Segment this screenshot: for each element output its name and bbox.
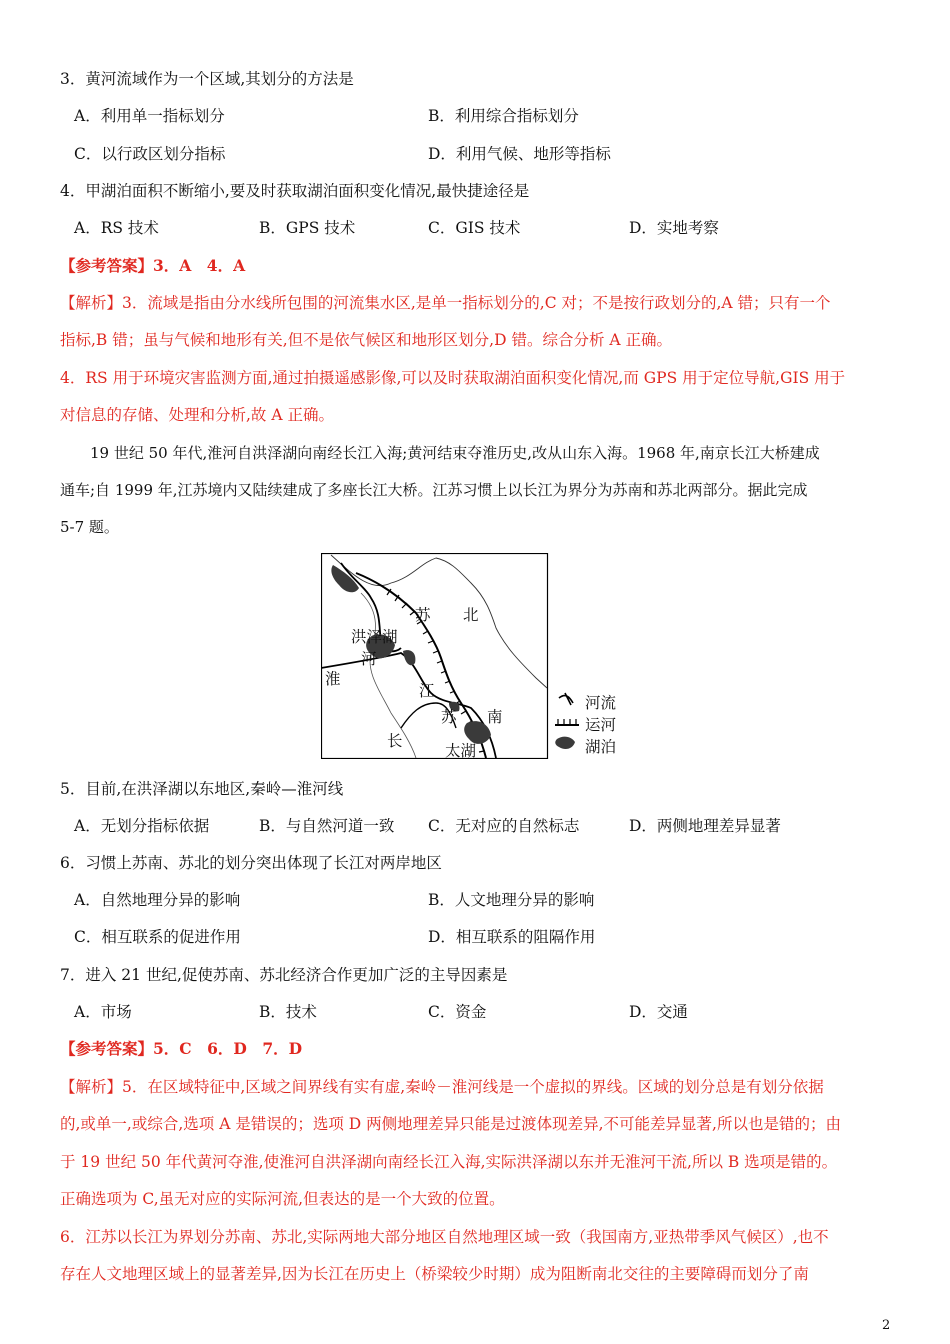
analysis1-line1: 【解析】3．流域是指由分水线所包围的河流集水区,是单一指标划分的,C 对；不是按行政划分的,A 错；只有一个 [60, 294, 831, 312]
legend-river-label: 河流 [585, 694, 617, 712]
q3-option-a: A．利用单一指标划分 [74, 107, 225, 125]
q3-option-c: C．以行政区划分指标 [74, 145, 226, 163]
q7-option-a: A．市场 [74, 1003, 132, 1021]
analysis2-line3: 于 19 世纪 50 年代黄河夺淮,使淮河自洪泽湖向南经长江入海,实际洪泽湖以东并无淮河干流,所以 B 选项是错的。 [60, 1153, 838, 1171]
jiangsu-map [321, 553, 631, 759]
q7-option-b: B．技术 [259, 1003, 317, 1021]
map-label-hongzehu: 洪泽湖 [351, 628, 398, 646]
map-label-he: 河 [361, 650, 377, 668]
q4-option-c: C．GIS 技术 [428, 219, 521, 237]
reference-answer-2: 【参考答案】5．C 6．D 7．D [60, 1039, 303, 1058]
q6-stem: 6．习惯上苏南、苏北的划分突出体现了长江对两岸地区 [60, 854, 442, 872]
q3-option-d: D．利用气候、地形等指标 [428, 145, 611, 163]
legend-lake-label: 湖泊 [585, 738, 617, 756]
q6-option-c: C．相互联系的促进作用 [74, 928, 241, 946]
q5-option-a: A．无划分指标依据 [74, 817, 210, 835]
map-label-huai: 淮 [325, 670, 341, 688]
analysis1-line4: 对信息的存储、处理和分析,故 A 正确。 [60, 406, 334, 424]
q4-option-b: B．GPS 技术 [259, 219, 356, 237]
map-label-su-north: 苏 [415, 606, 431, 624]
analysis2-line1: 【解析】5．在区域特征中,区域之间界线有实有虚,秦岭－淮河线是一个虚拟的界线。区域的划分总是有划分依据 [60, 1078, 824, 1096]
page-number: 2 [882, 1318, 891, 1333]
q6-option-d: D．相互联系的阻隔作用 [428, 928, 596, 946]
map-label-bei: 北 [463, 606, 479, 624]
q5-option-b: B．与自然河道一致 [259, 817, 395, 835]
analysis2-line6: 存在人文地理区域上的显著差异,因为长江在历史上（桥梁较少时期）成为阻断南北交往的主要障碍而划分了南 [60, 1265, 809, 1283]
q6-option-b: B．人文地理分异的影响 [428, 891, 595, 909]
q5-stem: 5．目前,在洪泽湖以东地区,秦岭—淮河线 [60, 780, 344, 798]
analysis2-line5: 6．江苏以长江为界划分苏南、苏北,实际两地大部分地区自然地理区域一致（我国南方,亚热带季风气候区）,也不 [60, 1228, 829, 1246]
reference-answer-1: 【参考答案】3．A 4．A [60, 256, 246, 275]
legend-river-icon [559, 693, 573, 705]
map-label-su-south: 苏 [441, 708, 457, 726]
analysis2-line4: 正确选项为 C,虽无对应的实际河流,但表达的是一个大致的位置。 [60, 1190, 505, 1208]
q7-option-d: D．交通 [629, 1003, 688, 1021]
q3-option-b: B．利用综合指标划分 [428, 107, 579, 125]
map-label-taihu: 太湖 [445, 742, 477, 760]
intro-line3: 5-7 题。 [60, 518, 119, 536]
q7-stem: 7．进入 21 世纪,促使苏南、苏北经济合作更加广泛的主导因素是 [60, 966, 508, 984]
q3-stem: 3．黄河流域作为一个区域,其划分的方法是 [60, 70, 354, 88]
q4-option-a: A．RS 技术 [74, 219, 159, 237]
map-label-jiang: 江 [419, 682, 435, 700]
legend-lake-icon [555, 737, 575, 749]
q6-option-a: A．自然地理分异的影响 [74, 891, 241, 909]
q4-option-d: D．实地考察 [629, 219, 719, 237]
q5-option-d: D．两侧地理差异显著 [629, 817, 781, 835]
analysis1-line3: 4．RS 用于环境灾害监测方面,通过拍摄遥感影像,可以及时获取湖泊面积变化情况,而 GPS 用于定位导航,GIS 用于 [60, 369, 846, 387]
intro-line2: 通车;自 1999 年,江苏境内又陆续建成了多座长江大桥。江苏习惯上以长江为界分为苏南和苏北两部分。据此完成 [60, 481, 808, 499]
q7-option-c: C．资金 [428, 1003, 487, 1021]
analysis2-line2: 的,或单一,或综合,选项 A 是错误的；选项 D 两侧地理差异只能是过渡体现差异,不可能差异显著,所以也是错的；由 [60, 1115, 841, 1133]
analysis1-line2: 指标,B 错；虽与气候和地形有关,但不是依气候区和地形区划分,D 错。综合分析 A 正确。 [60, 331, 673, 349]
q5-option-c: C．无对应的自然标志 [428, 817, 580, 835]
q4-stem: 4．甲湖泊面积不断缩小,要及时获取湖泊面积变化情况,最快捷途径是 [60, 182, 530, 200]
map-label-chang: 长 [387, 732, 403, 750]
intro-line1: 19 世纪 50 年代,淮河自洪泽湖向南经长江入海;黄河结束夺淮历史,改从山东入海。1968 年,南京长江大桥建成 [90, 444, 820, 462]
map-label-nan: 南 [487, 708, 503, 726]
legend-canal-label: 运河 [585, 716, 617, 734]
